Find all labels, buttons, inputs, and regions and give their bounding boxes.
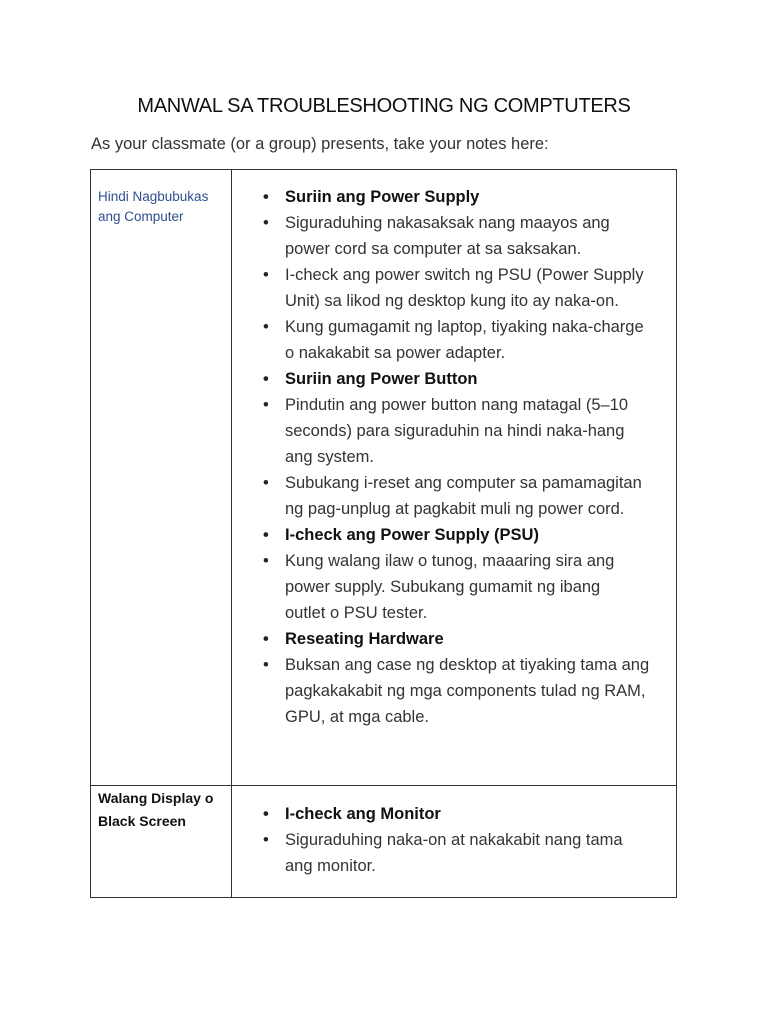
document-title: MANWAL SA TROUBLESHOOTING NG COMPTUTERS: [137, 95, 631, 117]
section-heading-bullet: • Reseating Hardware: [243, 626, 673, 652]
list-item: • I-check ang power switch ng PSU (Power Supply Unit) sa likod ng desktop kung ito ay naka-on.: [243, 262, 673, 314]
list-item: • Siguraduhing nakasaksak nang maayos ang power cord sa computer at sa saksakan.: [243, 210, 673, 262]
list-item: • Kung gumagamit ng laptop, tiyaking naka-charge o nakakabit sa power adapter.: [243, 314, 673, 366]
list-item: • Pindutin ang power button nang matagal (5–10 seconds) para siguraduhin na hindi naka-hang ang system.: [243, 392, 673, 470]
section-heading-bullet: • Suriin ang Power Button: [243, 366, 673, 392]
bullet-list-no-display: [243, 801, 673, 879]
notes-table: [90, 169, 677, 898]
list-item: • Siguraduhing naka-on at nakakabit nang tama ang monitor.: [243, 827, 673, 879]
row-label-not-booting: Hindi Nagbubukas ang Computer: [98, 189, 209, 224]
row-divider: [91, 785, 676, 786]
intro-text: As your classmate (or a group) presents, take your notes here:: [91, 135, 549, 153]
column-divider: [231, 170, 232, 897]
row-label-no-display: Walang Display o Black Screen: [98, 790, 214, 829]
list-item: • Kung walang ilaw o tunog, maaaring sira ang power supply. Subukang gumamit ng ibang outlet o PSU tester.: [243, 548, 673, 626]
section-heading-bullet: • I-check ang Power Supply (PSU): [243, 522, 673, 548]
list-item: • Subukang i-reset ang computer sa pamamagitan ng pag-unplug at pagkabit muli ng power cord.: [243, 470, 673, 522]
section-heading-bullet: • Suriin ang Power Supply: [243, 184, 673, 210]
section-heading-bullet: • I-check ang Monitor: [243, 801, 673, 827]
bullet-list-not-booting: [243, 184, 673, 730]
list-item: • Buksan ang case ng desktop at tiyaking tama ang pagkakakabit ng mga components tulad ng RAM, GPU, at mga cable.: [243, 652, 673, 730]
